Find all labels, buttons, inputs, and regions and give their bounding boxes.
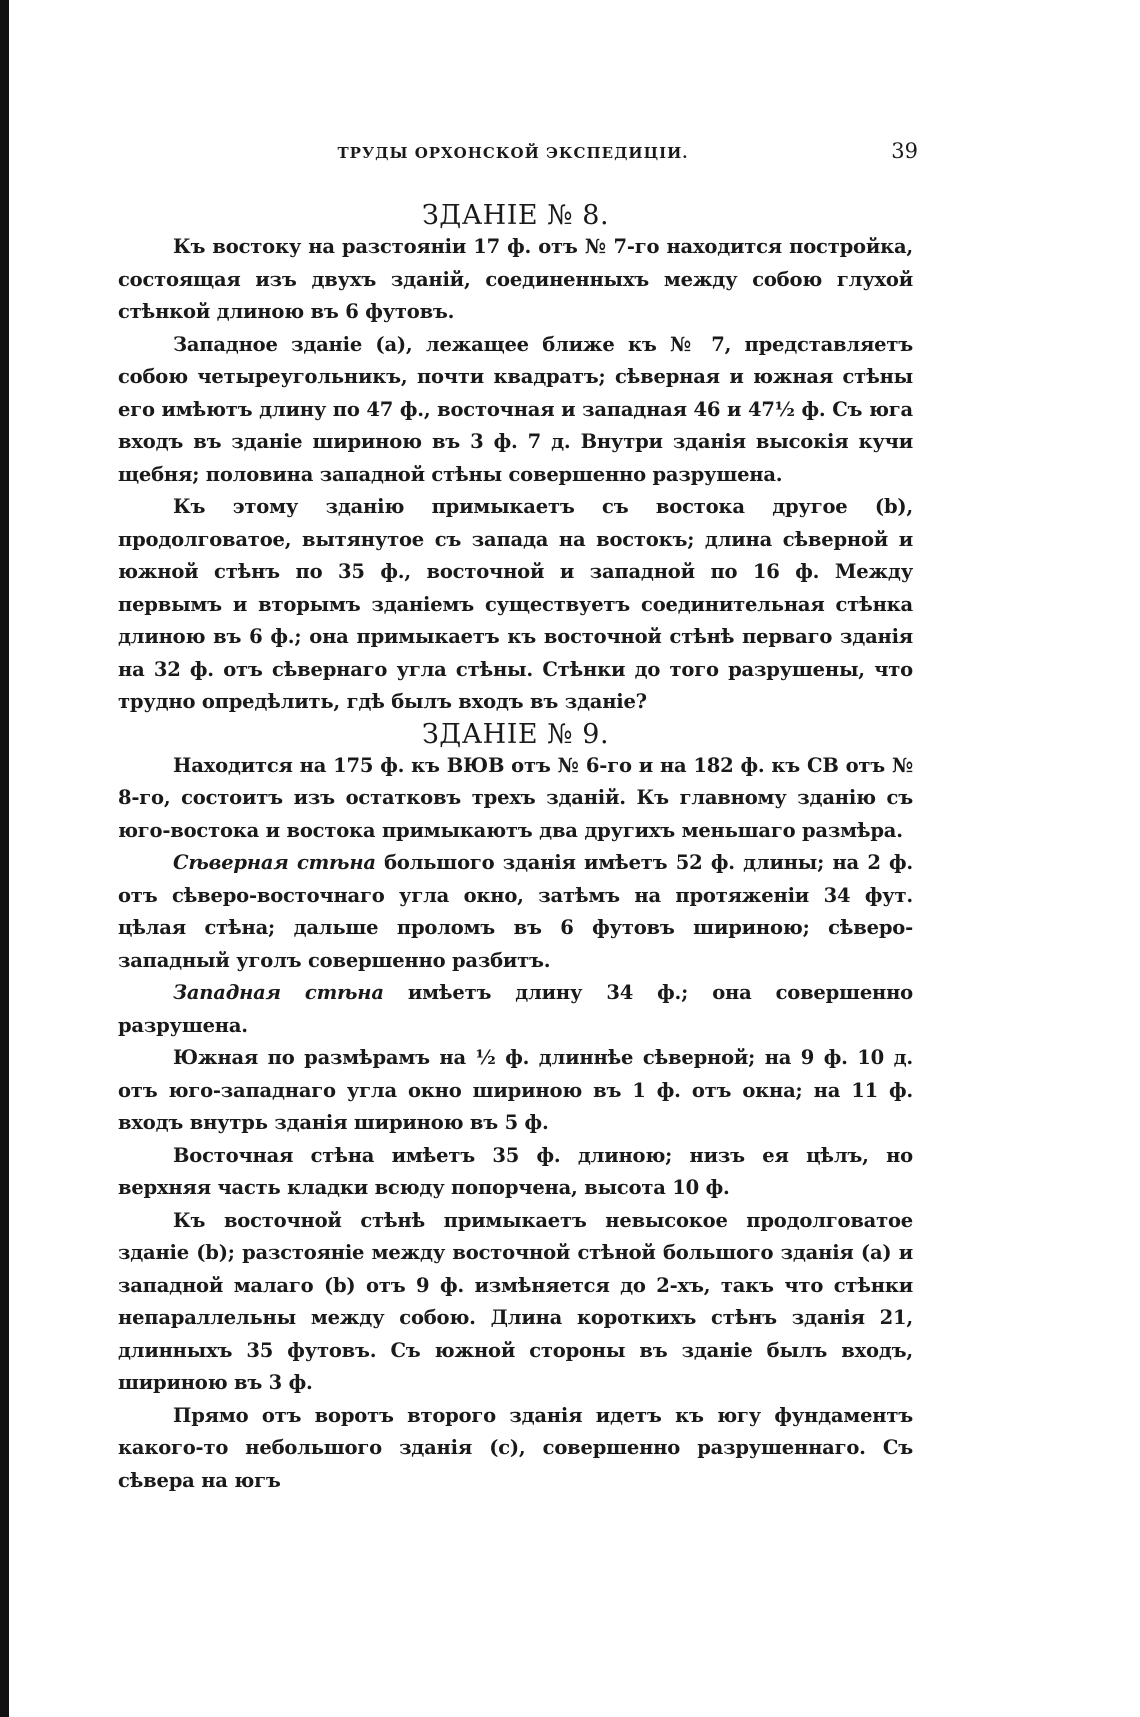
section-9-paragraph: Къ восточной стѣнѣ примыкаетъ невысокое продолговатое зданіе (b); разстояніе между восточной стѣной большого зданія (a) и западной малаго (b) отъ 9 ф. измѣняется до 2-хъ, такъ что стѣнки непараллельны между собою. Длина короткихъ стѣнъ зданія 21, длинныхъ 35 футовъ. Съ южной стороны въ зданіе былъ входъ, шириною въ 3 ф. [118, 1208, 913, 1394]
running-title: ТРУДЫ ОРХОНСКОЙ ЭКСПЕДИЦІИ. [337, 144, 689, 162]
section-8-title: ЗДАНІЕ № 8. [421, 200, 610, 231]
west-wall-heading: Западная стѣна [173, 981, 384, 1004]
page-number: 39 [891, 139, 918, 163]
section-9-paragraph [118, 977, 913, 1042]
west-wall-text: имѣетъ длину 34 ф.; она совершенно разрушена. [118, 981, 913, 1037]
section-8-paragraph: Западное зданіе (a), лежащее ближе къ № 7, представляетъ собою четыреугольникъ, почти квадратъ; сѣверная и южная стѣны его имѣютъ длину по 47 ф., восточная и западная 46 и 47½ ф. Съ юга входъ въ зданіе шириною въ 3 ф. 7 д. Внутри зданія высокія кучи щебня; половина западной стѣны совершенно разрушена. [118, 332, 913, 486]
section-9-paragraph [118, 847, 913, 977]
text-column [118, 200, 913, 1497]
section-9-title: ЗДАНІЕ № 9. [421, 718, 610, 750]
section-9-paragraph: Прямо отъ воротъ второго зданія идетъ къ югу фундаментъ какого-то небольшого зданія (c), совершенно разрушеннаго. Съ сѣвера на югъ [118, 1403, 913, 1492]
section-8-paragraph: Къ востоку на разстояніи 17 ф. отъ № 7-го находится постройка, состоящая изъ двухъ зданій, соединенныхъ между собою глухой стѣнкой длиною въ 6 футовъ. [118, 235, 913, 323]
section-8-paragraph: Къ этому зданію примыкаетъ съ востока другое (b), продолговатое, вытянутое съ запада на востокъ; длина сѣверной и южной стѣнъ по 35 ф., восточной и западной по 16 ф. Между первымъ и вторымъ зданіемъ существуетъ соединительная стѣнка длиною въ 6 ф.; она примыкаетъ къ восточной стѣнѣ перваго зданія на 32 ф. отъ сѣвернаго угла стѣны. Стѣнки до того разрушены, что трудно опредѣлить, гдѣ былъ входъ въ зданіе? [118, 495, 913, 713]
north-wall-text: большого зданія имѣетъ 52 ф. длины; на 2 ф. отъ сѣверо-восточнаго угла окно, затѣмъ на протяженіи 34 фут. цѣлая стѣна; дальше проломъ въ 6 футовъ шириною; сѣверо-западный уголъ совершенно разбитъ. [118, 851, 914, 972]
north-wall-heading: Сѣверная стѣна [173, 851, 376, 874]
scan-border [0, 0, 9, 1717]
running-header [118, 134, 918, 174]
section-9-paragraph: Находится на 175 ф. къ ВЮВ отъ № 6-го и на 182 ф. къ СВ отъ № 8-го, состоитъ изъ остатковъ трехъ зданій. Къ главному зданію съ юго-востока и востока примыкаютъ два другихъ меньшаго размѣра. [118, 753, 913, 842]
section-9-paragraph: Южная по размѣрамъ на ½ ф. длиннѣе сѣверной; на 9 ф. 10 д. отъ юго-западнаго угла окно шириною въ 1 ф. отъ окна; на 11 ф. входъ внутрь зданія шириною въ 5 ф. [118, 1046, 913, 1134]
section-9-paragraph: Восточная стѣна имѣетъ 35 ф. длиною; низъ ея цѣлъ, но верхняя часть кладки всюду попорчена, высота 10 ф. [118, 1143, 913, 1199]
